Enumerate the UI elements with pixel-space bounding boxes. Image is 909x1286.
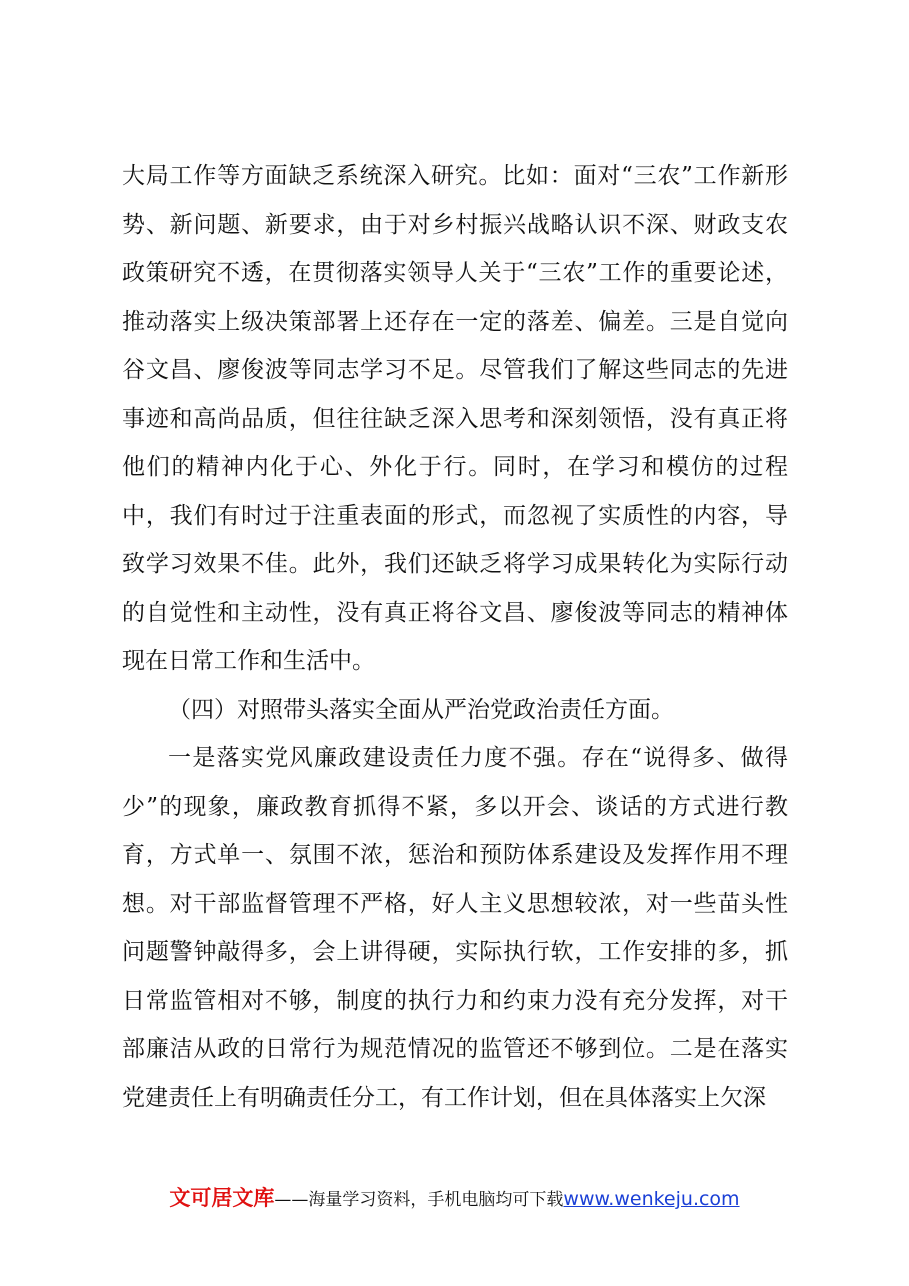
page-footer bbox=[0, 1182, 909, 1212]
footer-brand: 文可居文库 bbox=[169, 1186, 275, 1210]
paragraph-body: 一是落实党风廉政建设责任力度不强。存在“说得多、做得少”的现象，廉政教育抓得不紧，多以开会、谈话的方式进行教育，方式单一、氛围不浓，惩治和预防体系建设及发挥作用不理想。对干部监督管理不严格，好人主义思想较浓，对一些苗头性问题警钟敲得多，会上讲得硬，实际执行软，工作安排的多，抓日常监管相对不够，制度的执行力和约束力没有充分发挥，对干部廉洁从政的日常行为规范情况的监管还不够到位。二是在落实党建责任上有明确责任分工，有工作计划，但在具体落实上欠深 bbox=[122, 745, 788, 1111]
footer-link[interactable]: www.wenkeju.com bbox=[563, 1188, 740, 1210]
document-body bbox=[122, 152, 788, 1122]
footer-tagline: ——海量学习资料，手机电脑均可下载 bbox=[274, 1190, 564, 1210]
section-heading: （四）对照带头落实全面从严治党政治责任方面。 bbox=[168, 696, 674, 723]
paragraph-continuation: 大局工作等方面缺乏系统深入研究。比如：面对“三农”工作新形势、新问题、新要求，由于对乡村振兴战略认识不深、财政支农政策研究不透，在贯彻落实领导人关于“三农”工作的重要论述，推动落实上级决策部署上还存在一定的落差、偏差。三是自觉向谷文昌、廖俊波等同志学习不足。尽管我们了解这些同志的先进事迹和高尚品质，但往往缺乏深入思考和深刻领悟，没有真正将他们的精神内化于心、外化于行。同时，在学习和模仿的过程中，我们有时过于注重表面的形式，而忽视了实质性的内容，导致学习效果不佳。此外，我们还缺乏将学习成果转化为实际行动的自觉性和主动性，没有真正将谷文昌、廖俊波等同志的精神体现在日常工作和生活中。 bbox=[122, 163, 788, 674]
